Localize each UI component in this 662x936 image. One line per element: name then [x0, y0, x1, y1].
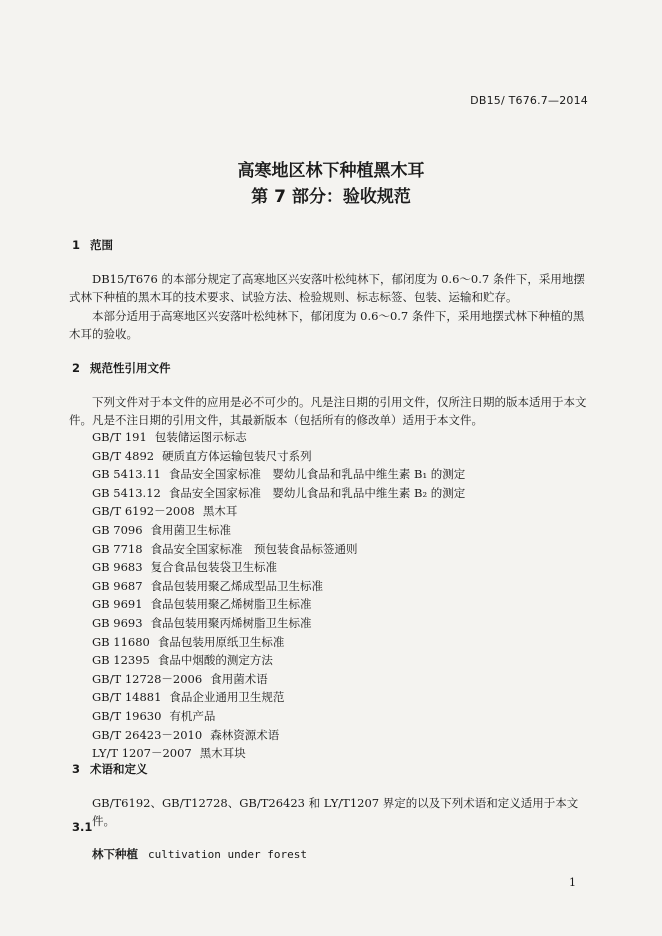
section-1-paragraph-1: DB15/T676 的本部分规定了高寒地区兴安落叶松纯林下，郁闭度为 0.6～0.7 条件下，采用地摆式林下种植的黑木耳的技术要求、试验方法、检验规则、标志标签、包装、运输和贮存。	[69, 272, 585, 304]
section-title: 术语和定义	[90, 762, 148, 776]
reference-code: GB/T 12728－2006	[92, 671, 203, 686]
reference-title: 食品包装用聚丙烯树脂卫生标准	[150, 615, 312, 630]
reference-item	[92, 651, 465, 670]
page-number: 1	[569, 876, 576, 889]
reference-code: GB/T 19630	[92, 708, 162, 723]
reference-item	[92, 744, 465, 763]
section-number: 2	[72, 361, 81, 375]
reference-item	[92, 465, 465, 484]
reference-code: GB 5413.12	[92, 485, 161, 500]
section-title: 范围	[90, 238, 113, 252]
reference-item	[92, 614, 465, 633]
reference-code: GB 7718	[92, 541, 143, 556]
reference-code: LY/T 1207－2007	[92, 746, 192, 761]
reference-item	[92, 428, 465, 447]
standard-code: DB15/ T676.7—2014	[470, 94, 588, 107]
reference-item	[92, 595, 465, 614]
reference-title: 包装储运图示标志	[154, 430, 247, 444]
reference-title: 食品包装用聚乙烯树脂卫生标准	[150, 597, 312, 612]
section-title: 规范性引用文件	[90, 361, 171, 375]
reference-code: GB 12395	[92, 653, 150, 668]
reference-code: GB/T 14881	[92, 690, 162, 705]
reference-title: 硬质直方体运输包装尺寸系列	[162, 448, 312, 463]
reference-code: GB 11680	[92, 634, 150, 649]
reference-code: GB 5413.11	[92, 467, 161, 482]
reference-item	[92, 577, 465, 596]
reference-title: 食品安全国家标准 婴幼儿食品和乳品中维生素 B₂ 的测定	[168, 485, 466, 500]
reference-title: 食品包装用聚乙烯成型品卫生标准	[150, 578, 324, 593]
term-entry	[92, 846, 307, 862]
normative-references-list	[92, 428, 465, 763]
reference-item	[92, 707, 465, 726]
reference-item	[92, 540, 465, 559]
reference-item	[92, 633, 465, 652]
reference-item	[92, 447, 465, 466]
reference-title: 复合食品包装袋卫生标准	[150, 560, 278, 575]
reference-title: 森林资源术语	[210, 727, 280, 742]
section-number: 1	[72, 238, 81, 252]
term-english: cultivation under forest	[148, 848, 307, 861]
reference-item	[92, 670, 465, 689]
section-number: 3	[72, 762, 81, 776]
section-3-heading	[72, 761, 148, 777]
reference-code: GB/T 4892	[92, 448, 155, 463]
section-3-paragraph-1: GB/T6192、GB/T12728、GB/T26423 和 LY/T1207 界定的以及下列术语和定义适用于本文件。	[92, 796, 579, 828]
reference-item	[92, 502, 465, 521]
section-1-paragraph-2: 本部分适用于高寒地区兴安落叶松纯林下，郁闭度为 0.6～0.7 条件下，采用地摆式林下种植的黑木耳的验收。	[69, 309, 585, 341]
document-title	[0, 158, 662, 210]
reference-item	[92, 726, 465, 745]
reference-title: 食用菌术语	[210, 671, 268, 686]
reference-item	[92, 558, 465, 577]
reference-title: 食品安全国家标准 预包装食品标签通则	[150, 541, 358, 556]
title-line-2: 第 7 部分：验收规范	[251, 187, 411, 207]
reference-code: GB/T 6192－2008	[92, 504, 195, 519]
reference-title: 食用菌卫生标准	[150, 522, 232, 537]
reference-item	[92, 521, 465, 540]
reference-title: 食品包装用原纸卫生标准	[157, 634, 285, 649]
section-2-paragraph-1: 下列文件对于本文件的应用是必不可少的。凡是注日期的引用文件，仅所注日期的版本适用于本文件。凡是不注日期的引用文件，其最新版本（包括所有的修改单）适用于本文件。	[69, 395, 587, 427]
reference-code: GB 9691	[92, 597, 143, 612]
title-line-1: 高寒地区林下种植黑木耳	[237, 161, 425, 181]
reference-code: GB 7096	[92, 522, 143, 537]
reference-title: 食品中烟酸的测定方法	[157, 653, 273, 668]
reference-item	[92, 484, 465, 503]
section-1-heading	[72, 237, 113, 253]
term-chinese: 林下种植	[92, 847, 138, 861]
reference-code: GB 9683	[92, 560, 143, 575]
reference-title: 黑木耳	[202, 504, 238, 519]
reference-title: 有机产品	[169, 708, 216, 723]
reference-code: GB/T 26423－2010	[92, 727, 203, 742]
reference-code: GB/T 191	[92, 430, 147, 444]
reference-code: GB 9687	[92, 578, 143, 593]
reference-item	[92, 688, 465, 707]
section-2-heading	[72, 360, 171, 376]
reference-title: 黑木耳块	[199, 746, 246, 761]
reference-title: 食品安全国家标准 婴幼儿食品和乳品中维生素 B₁ 的测定	[168, 467, 466, 482]
reference-code: GB 9693	[92, 615, 143, 630]
subsection-number: 3.1	[72, 820, 93, 834]
reference-title: 食品企业通用卫生规范	[169, 690, 285, 705]
